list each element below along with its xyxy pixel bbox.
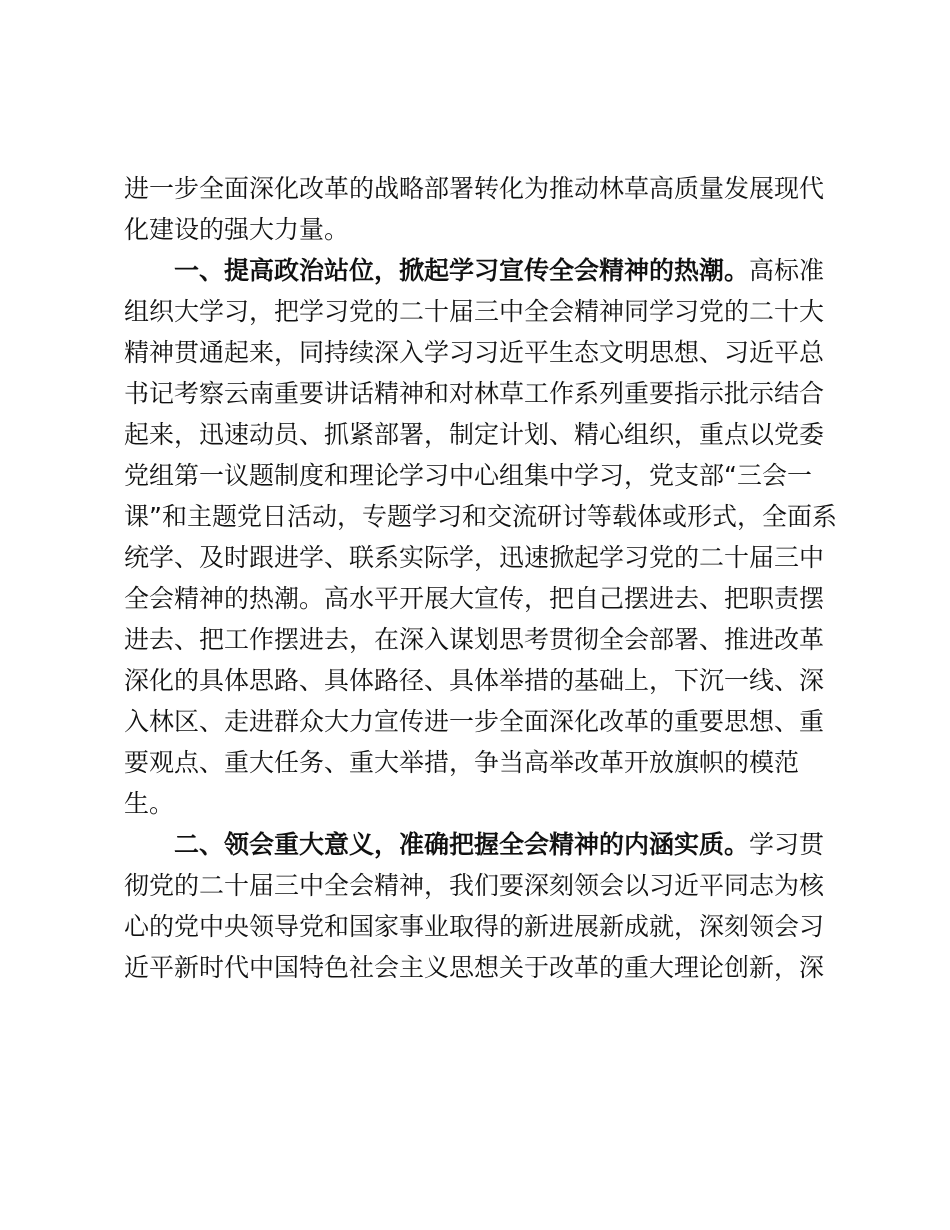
body-line: 课”和主题党日活动，专题学习和交流研讨等载体或形式，全面系 (124, 502, 837, 531)
body-line: 组织大学习，把学习党的二十届三中全会精神同学习党的二十大 (124, 297, 825, 326)
body-line: 起来，迅速动员、抓紧部署，制定计划、精心组织，重点以党委 (124, 420, 825, 449)
body-line: 近平新时代中国特色社会主义思想关于改革的重大理论创新，深 (124, 953, 825, 982)
body-line: 生。 (124, 789, 175, 818)
body-run: 学习贯 (749, 830, 825, 859)
section-heading-1: 一、提高政治站位，掀起学习宣传全会精神的热潮。 (174, 256, 750, 285)
section-heading-2: 二、领会重大意义，准确把握全会精神的内涵实质。 (174, 830, 750, 859)
body-line: 深化的具体思路、具体路径、具体举措的基础上，下沉一线、深 (124, 666, 825, 695)
section-heading-line (124, 250, 836, 291)
body-line: 要观点、重大任务、重大举措，争当高举改革开放旗帜的模范 (124, 748, 800, 777)
body-run: 高标准 (749, 256, 825, 285)
body-line: 化建设的强大力量。 (124, 215, 350, 244)
body-line: 书记考察云南重要讲话精神和对林草工作系列重要指示批示结合 (124, 379, 825, 408)
body-line: 入林区、走进群众大力宣传进一步全面深化改革的重要思想、重 (124, 707, 825, 736)
document-body (124, 168, 836, 988)
body-line: 进去、把工作摆进去，在深入谋划思考贯彻全会部署、推进改革 (124, 625, 825, 654)
section-heading-line (124, 824, 836, 865)
body-line: 全会精神的热潮。高水平开展大宣传，把自己摆进去、把职责摆 (124, 584, 825, 613)
body-line: 党组第一议题制度和理论学习中心组集中学习，党支部“三会一 (124, 461, 812, 490)
body-line: 统学、及时跟进学、联系实际学，迅速掀起学习党的二十届三中 (124, 543, 825, 572)
body-line: 进一步全面深化改革的战略部署转化为推动林草高质量发展现代 (124, 174, 825, 203)
body-line: 心的党中央领导党和国家事业取得的新进展新成就，深刻领会习 (124, 912, 825, 941)
body-line: 彻党的二十届三中全会精神，我们要深刻领会以习近平同志为核 (124, 871, 825, 900)
body-line: 精神贯通起来，同持续深入学习习近平生态文明思想、习近平总 (124, 338, 825, 367)
